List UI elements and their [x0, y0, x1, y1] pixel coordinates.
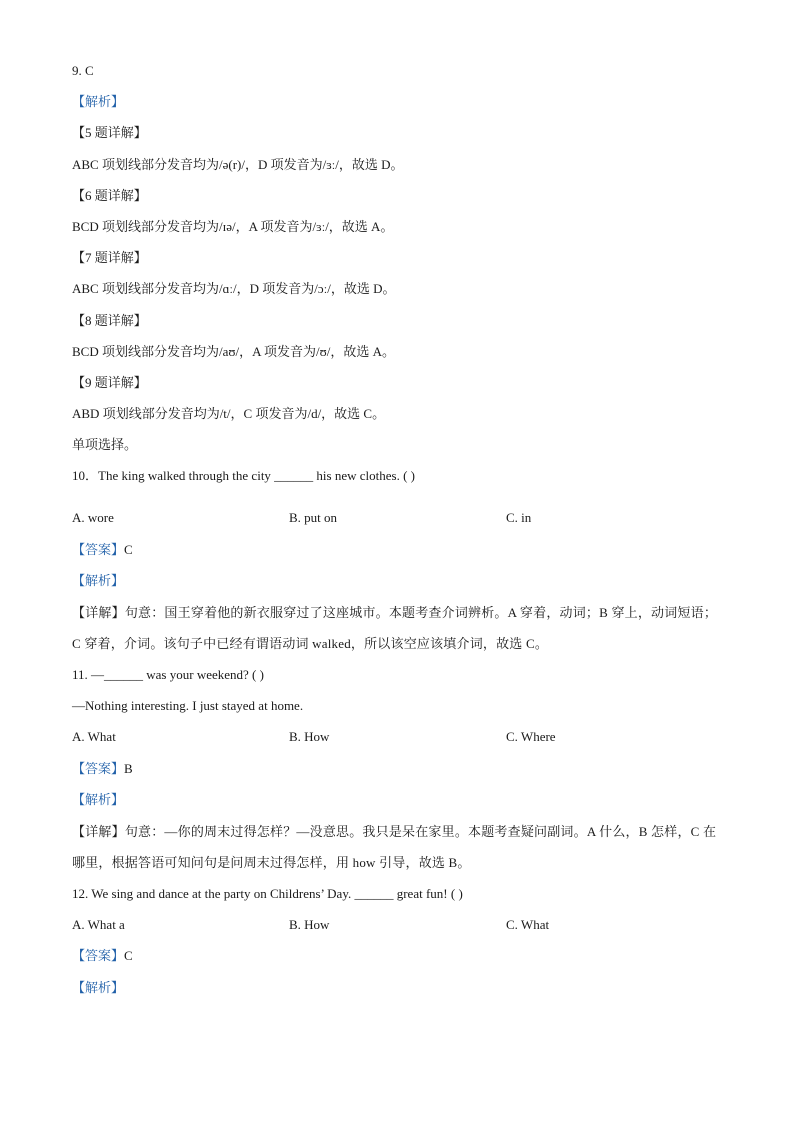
- q10-detail-text: 句意：国王穿着他的新衣服穿过了这座城市。本题考查介词辨析。A 穿着，动词；B 穿上，动词短语；C 穿着，介词。该句子中已经有谓语动词 walked，所以该空应该填介词，故选 C。: [72, 605, 718, 651]
- q11-stem: 11. —______ was your weekend? ( ): [72, 667, 264, 682]
- q9-answer: 9. C: [72, 63, 94, 78]
- q11-detail-text: 句意：—你的周末过得怎样？—没意思。我只是呆在家里。本题考查疑问副词。A 什么，B 怎样，C 在哪里，根据答语可知问句是问周末过得怎样，用 how 引导，故选 B。: [72, 823, 717, 870]
- detail-label: 【详解】: [72, 605, 125, 620]
- q11-option-c: C. Where: [506, 729, 556, 745]
- answer-label: 【答案】: [72, 541, 125, 557]
- sub7-label: 【7 题详解】: [72, 250, 147, 266]
- sub8-label: 【8 题详解】: [72, 312, 147, 328]
- q12-answer: [72, 947, 722, 965]
- q12-analysis-label: 【解析】: [72, 979, 125, 995]
- q11-detail: [72, 816, 722, 878]
- q11-answer-value: B: [124, 760, 133, 776]
- q11-options: [72, 728, 722, 746]
- q11-option-a: A. What: [72, 729, 116, 745]
- q10-stem: 10．The king walked through the city ______ his new clothes. ( ): [72, 468, 415, 484]
- q11-analysis-label: 【解析】: [72, 791, 125, 807]
- sub5-label: 【5 题详解】: [72, 125, 147, 141]
- sub9-label: 【9 题详解】: [72, 374, 147, 390]
- answer-label: 【答案】: [72, 948, 125, 964]
- q11-option-b: B. How: [289, 729, 330, 745]
- sub7-text: ABC 项划线部分发音均为/ɑː/，D 项发音为/ɔː/，故选 D。: [72, 281, 396, 297]
- q12-answer-value: C: [124, 948, 133, 964]
- q10-option-a: A. wore: [72, 510, 114, 526]
- q12-stem: 12. We sing and dance at the party on Childrens’ Day. ______ great fun! ( ): [72, 885, 463, 901]
- q12-option-a: A. What a: [72, 917, 125, 933]
- q10-answer: [72, 541, 722, 559]
- q10-options: [72, 509, 722, 527]
- detail-label: 【详解】: [72, 823, 125, 839]
- sub9-text: ABD 项划线部分发音均为/t/，C 项发音为/d/，故选 C。: [72, 406, 386, 422]
- q10-analysis-label: 【解析】: [72, 572, 125, 588]
- q11-reply: —Nothing interesting. I just stayed at home.: [72, 698, 304, 714]
- answer-document: [72, 62, 722, 1010]
- q12-options: [72, 916, 722, 934]
- q12-option-b: B. How: [289, 917, 330, 933]
- q10-answer-value: C: [124, 541, 133, 557]
- q10-option-b: B. put on: [289, 510, 338, 526]
- q11-answer: [72, 760, 722, 778]
- q10-detail: [72, 597, 722, 659]
- answer-label: 【答案】: [72, 760, 125, 776]
- section-title: 单项选择。: [72, 437, 138, 453]
- sub6-label: 【6 题详解】: [72, 187, 147, 203]
- sub8-text: BCD 项划线部分发音均为/aʊ/，A 项发音为/ʊ/，故选 A。: [72, 343, 396, 359]
- analysis-label: 【解析】: [72, 94, 125, 110]
- sub6-text: BCD 项划线部分发音均为/ɪə/，A 项发音为/ɜː/，故选 A。: [72, 218, 394, 234]
- q12-option-c: C. What: [506, 917, 550, 933]
- sub5-text: ABC 项划线部分发音均为/ə(r)/，D 项发音为/ɜː/，故选 D。: [72, 156, 404, 172]
- q10-option-c: C. in: [506, 510, 532, 526]
